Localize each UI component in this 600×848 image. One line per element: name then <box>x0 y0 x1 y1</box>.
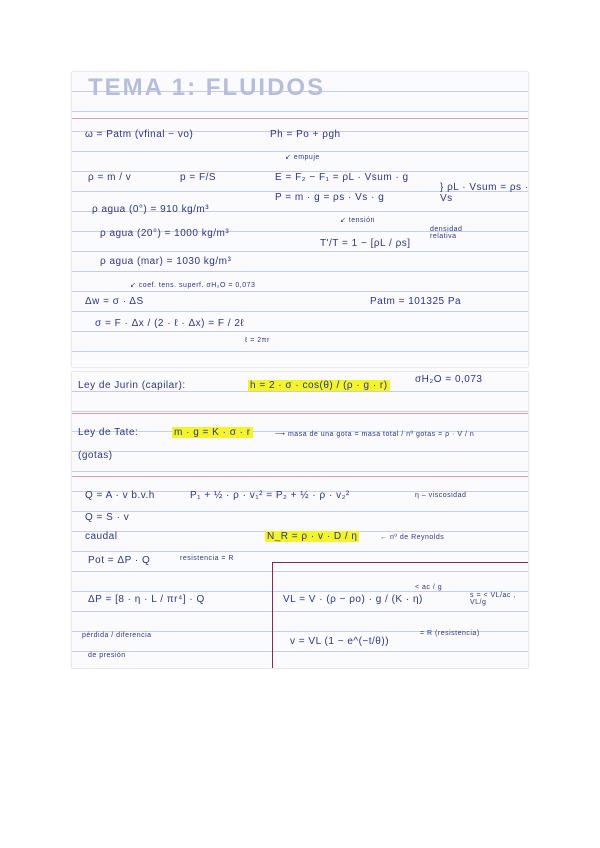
page-title: TEMA 1: FLUIDOS <box>88 74 326 101</box>
surface-tension-formula: σ = F · Δx / (2 · ℓ · Δx) = F / 2ℓ <box>95 318 245 329</box>
tension-note: ↙ tensión <box>340 217 375 224</box>
work-formula: ω = Patm (vfinal − vo) <box>85 129 194 140</box>
viscosity-note: η – viscosidad <box>415 492 467 499</box>
box-divider <box>272 562 273 668</box>
power-formula: Pot = ΔP · Q <box>88 555 151 566</box>
tate-law-formula: m · g = K · σ · r <box>174 427 251 438</box>
tension-formula: T'/T = 1 − [ρL / ρs] <box>320 238 411 249</box>
atmospheric-pressure: Patm = 101325 Pa <box>370 296 462 307</box>
equilibrium-formula: } ρL · Vsum = ρs · Vs <box>440 182 529 204</box>
flow-formula: Q = A · v b.v.h <box>85 490 155 501</box>
relative-density-note: densidad relativa <box>430 226 463 240</box>
water-density-20: ρ agua (20°) = 1000 kg/m³ <box>100 228 230 239</box>
gotas-note: (gotas) <box>78 450 113 461</box>
terminal-velocity-formula: VL = V · (ρ − ρo) · g / (K · η) <box>283 594 423 605</box>
box-divider <box>272 562 528 563</box>
pressure-note: de presión <box>88 652 126 659</box>
margin-line <box>72 476 528 477</box>
reynolds-note: ← nº de Reynolds <box>380 534 445 541</box>
s-formula: s = < VL/ac , VL/g <box>470 592 516 606</box>
caudal-label: caudal <box>85 531 118 542</box>
water-surface-tension: σH₂O = 0,073 <box>415 374 483 385</box>
ac-g-note: < ac / g <box>415 584 443 591</box>
pressure-loss-note: pérdida / diferencia <box>82 632 152 639</box>
pressure-formula: p = F/S <box>180 172 217 183</box>
resistance-r-note: = R (resistencia) <box>420 630 480 637</box>
margin-line <box>72 413 528 414</box>
poiseuille-formula: ΔP = [8 · η · L / πr⁴] · Q <box>88 594 205 605</box>
jurin-law-formula: h = 2 · σ · cos(θ) / (ρ · g · r) <box>250 380 388 391</box>
empuje-note: ↙ empuje <box>285 154 320 161</box>
notes-card-bottom <box>72 372 528 668</box>
length-formula: ℓ = 2πr <box>245 337 270 344</box>
reynolds-formula: N_R = ρ · v · D / η <box>267 531 358 542</box>
weight-formula: P = m · g = ρs · Vs · g <box>275 192 385 203</box>
velocity-formula: v = VL (1 − e^(−t/θ)) <box>290 636 390 647</box>
bernoulli-formula: P₁ + ½ · ρ · v₁² = P₂ + ½ · ρ · v₂² <box>190 490 350 501</box>
drop-mass-formula: ⟶ masa de una gota = masa total / nº gotas = ρ · V / n <box>275 431 475 438</box>
water-density-0: ρ agua (0°) = 910 kg/m³ <box>92 204 210 215</box>
resistance-note: resistencia = R <box>180 555 234 562</box>
margin-line <box>72 118 528 119</box>
surface-tension-note: ↙ coef. tens. superf. σH₂O = 0,073 <box>130 282 256 289</box>
water-density-sea: ρ agua (mar) = 1030 kg/m³ <box>100 256 232 267</box>
buoyancy-formula: E = F₂ − F₁ = ρL · Vsum · g <box>275 172 409 183</box>
tate-law-label: Ley de Tate: <box>78 427 139 438</box>
hydrostatic-formula: Ph = Po + ρgh <box>270 129 341 140</box>
flow-formula-2: Q = S · v <box>85 512 130 523</box>
jurin-law-label: Ley de Jurin (capilar): <box>78 380 186 391</box>
density-formula: ρ = m / v <box>88 172 132 183</box>
surface-work-formula: Δw = σ · ΔS <box>85 296 144 307</box>
